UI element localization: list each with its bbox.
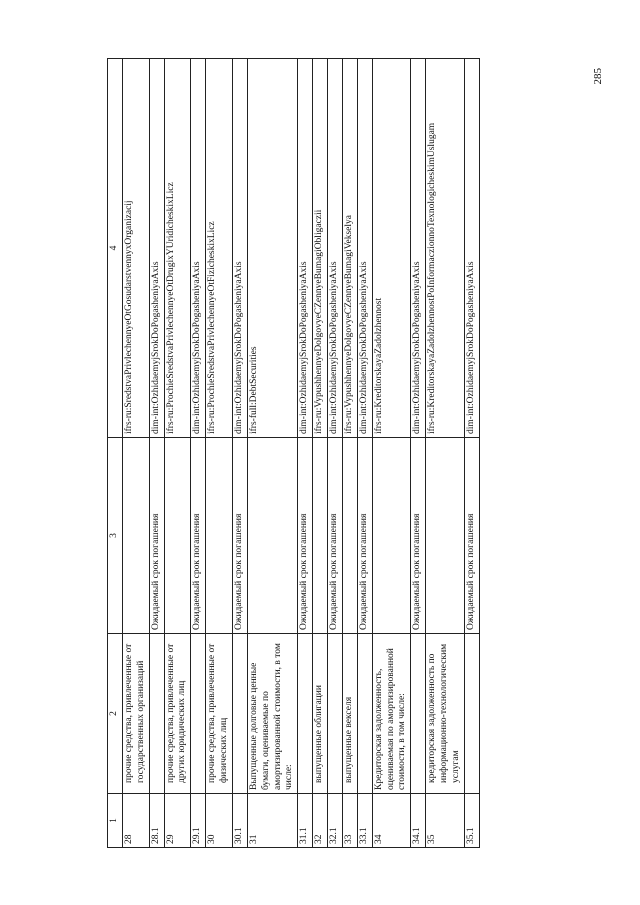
row-type-cell <box>372 438 411 634</box>
row-number-cell: 28 <box>122 794 149 848</box>
table-row <box>342 59 357 848</box>
row-name-cell: кредиторская задолженность по информационно-технологическим услугам <box>426 634 465 794</box>
table-row <box>232 59 247 848</box>
row-number-cell: 31 <box>247 794 298 848</box>
row-code-cell: dim-int:OzhidaemyjSrokDoPogasheniyaAxis <box>357 59 372 438</box>
row-name-cell <box>232 634 247 794</box>
table-row <box>328 59 343 848</box>
row-number-cell: 29 <box>164 794 191 848</box>
row-code-cell: ifrs-full:DebtSecurities <box>247 59 298 438</box>
row-code-cell: ifrs-ru:VypushhennyeDolgovyeCZennyeBumagiObligaczii <box>313 59 328 438</box>
table-row <box>372 59 411 848</box>
row-name-cell <box>464 634 479 794</box>
row-type-cell <box>426 438 465 634</box>
row-number-cell: 33 <box>342 794 357 848</box>
row-number-cell: 28.1 <box>149 794 164 848</box>
row-number-cell: 32.1 <box>328 794 343 848</box>
row-type-cell: Ожидаемый срок погашения <box>191 438 206 634</box>
table-row <box>357 59 372 848</box>
row-number-cell: 29.1 <box>191 794 206 848</box>
row-name-cell: прочие средства, привлеченные от государственных организаций <box>122 634 149 794</box>
row-code-cell: dim-int:OzhidaemyjSrokDoPogasheniyaAxis <box>149 59 164 438</box>
row-type-cell <box>342 438 357 634</box>
row-type-cell <box>206 438 233 634</box>
row-code-cell: dim-int:OzhidaemyjSrokDoPogasheniyaAxis <box>328 59 343 438</box>
row-type-cell <box>164 438 191 634</box>
table-row <box>247 59 298 848</box>
column-header: 3 <box>108 438 123 634</box>
xbrl-mapping-table <box>107 58 480 848</box>
row-type-cell: Ожидаемый срок погашения <box>328 438 343 634</box>
table-row <box>464 59 479 848</box>
column-header: 1 <box>108 794 123 848</box>
table-row <box>122 59 149 848</box>
table-row <box>191 59 206 848</box>
row-name-cell: выпущенные векселя <box>342 634 357 794</box>
row-name-cell <box>357 634 372 794</box>
row-code-cell: ifrs-ru:ProchieSredstvaPrivlechennyeOtDrugixYUridicheskixLicz <box>164 59 191 438</box>
table-row <box>149 59 164 848</box>
row-number-cell: 30.1 <box>232 794 247 848</box>
row-name-cell <box>191 634 206 794</box>
row-type-cell: Ожидаемый срок погашения <box>232 438 247 634</box>
row-type-cell <box>313 438 328 634</box>
row-code-cell: dim-int:OzhidaemyjSrokDoPogasheniyaAxis <box>191 59 206 438</box>
row-code-cell: ifrs-ru:SredstvaPrivlechennyeOtGosudarstvennyxOrganizacij <box>122 59 149 438</box>
row-number-cell: 35.1 <box>464 794 479 848</box>
table-row <box>426 59 465 848</box>
row-type-cell: Ожидаемый срок погашения <box>357 438 372 634</box>
row-type-cell: Ожидаемый срок погашения <box>298 438 313 634</box>
row-type-cell <box>247 438 298 634</box>
row-number-cell: 30 <box>206 794 233 848</box>
row-name-cell: Выпущенные долговые ценные бумаги, оцениваемые по амортизированной стоимости, в том числе: <box>247 634 298 794</box>
row-type-cell: Ожидаемый срок погашения <box>464 438 479 634</box>
table-row <box>313 59 328 848</box>
row-name-cell <box>411 634 426 794</box>
row-type-cell <box>122 438 149 634</box>
row-name-cell <box>149 634 164 794</box>
row-name-cell <box>328 634 343 794</box>
column-header: 2 <box>108 634 123 794</box>
row-code-cell: dim-int:OzhidaemyjSrokDoPogasheniyaAxis <box>411 59 426 438</box>
row-name-cell: прочие средства, привлеченные от физических лиц <box>206 634 233 794</box>
row-name-cell: Кредиторская задолженность, оцениваемая по амортизированной стоимости, в том числе: <box>372 634 411 794</box>
rotated-table-wrapper <box>107 59 567 848</box>
row-number-cell: 33.1 <box>357 794 372 848</box>
row-code-cell: ifrs-ru:KreditorskayaZadolzhennost <box>372 59 411 438</box>
row-number-cell: 34 <box>372 794 411 848</box>
row-number-cell: 32 <box>313 794 328 848</box>
row-code-cell: ifrs-ru:VypushhennyeDolgovyeCZennyeBumagiVekselya <box>342 59 357 438</box>
row-code-cell: dim-int:OzhidaemyjSrokDoPogasheniyaAxis <box>464 59 479 438</box>
row-code-cell: ifrs-ru:ProchieSredstvaPrivlechennyeOtFizicheskixLicz <box>206 59 233 438</box>
page-number: 285 <box>592 68 604 85</box>
row-code-cell: dim-int:OzhidaemyjSrokDoPogasheniyaAxis <box>232 59 247 438</box>
table-row <box>206 59 233 848</box>
table-row <box>298 59 313 848</box>
row-code-cell: dim-int:OzhidaemyjSrokDoPogasheniyaAxis <box>298 59 313 438</box>
row-name-cell: выпущенные облигации <box>313 634 328 794</box>
table-row <box>164 59 191 848</box>
row-number-cell: 35 <box>426 794 465 848</box>
column-header: 4 <box>108 59 123 438</box>
row-name-cell: прочие средства, привлеченные от других юридических лиц <box>164 634 191 794</box>
row-number-cell: 31.1 <box>298 794 313 848</box>
row-number-cell: 34.1 <box>411 794 426 848</box>
row-type-cell: Ожидаемый срок погашения <box>149 438 164 634</box>
table-row <box>411 59 426 848</box>
row-type-cell: Ожидаемый срок погашения <box>411 438 426 634</box>
row-name-cell <box>298 634 313 794</box>
header-row <box>108 59 123 848</box>
row-code-cell: ifrs-ru:KreditorskayaZadolzhennostPoInformaczionnoTexnologicheskimUslugam <box>426 59 465 438</box>
